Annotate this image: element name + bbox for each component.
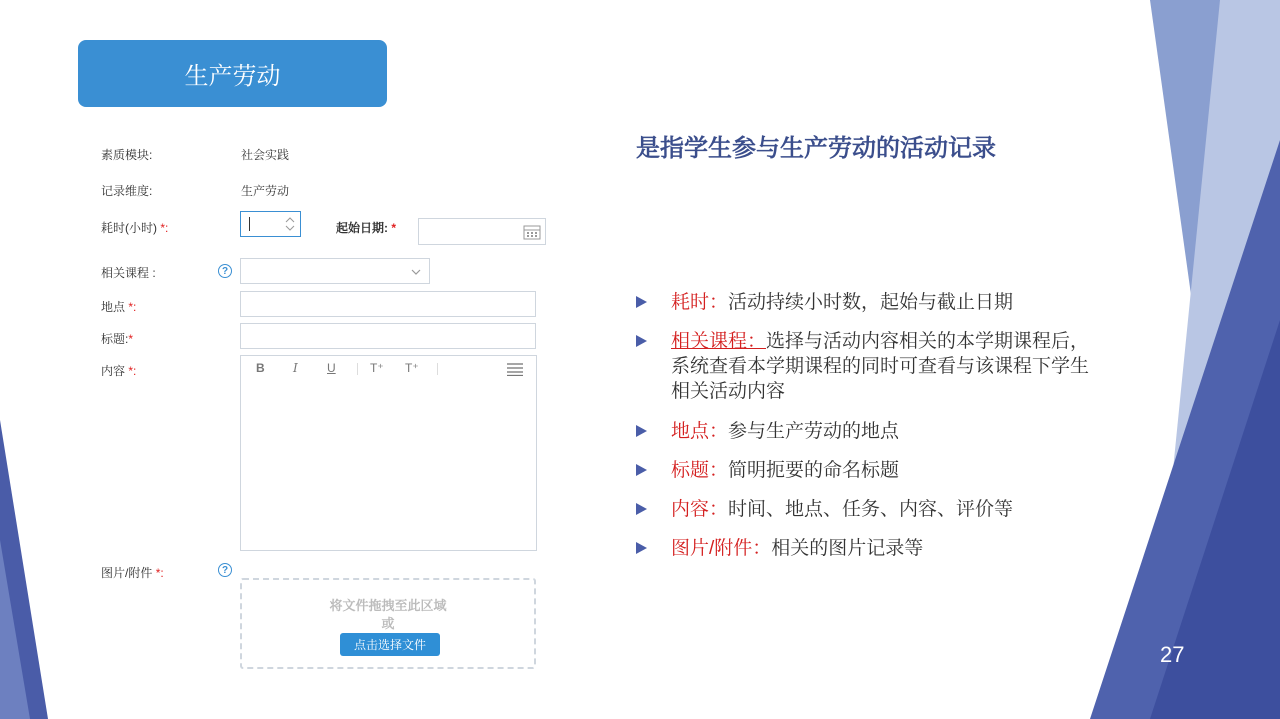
choose-file-button[interactable]: 点击选择文件 [340, 633, 440, 656]
bullet-item: 图片/附件：相关的图片记录等 [636, 536, 1106, 561]
bullet-item: 相关课程：选择与活动内容相关的本学期课程后，系统查看本学期课程的同时可查看与该课程下学生相关活动内容 [636, 329, 1106, 404]
title-label: 标题:* [101, 332, 134, 346]
subscript-button[interactable]: T⁺ [405, 361, 419, 375]
stepper-arrows-icon[interactable] [285, 215, 295, 233]
start-date-input[interactable] [418, 218, 546, 245]
location-label: 地点 *: [101, 300, 137, 314]
bullet-arrow-icon [636, 503, 647, 515]
start-date-label: 起始日期: * [336, 221, 397, 235]
panel-title: 生产劳动 [78, 40, 387, 107]
required-marker: * [391, 221, 397, 235]
bullet-arrow-icon [636, 542, 647, 554]
chevron-down-icon [411, 268, 421, 276]
module-value: 社会实践 [241, 148, 290, 162]
toolbar-divider [357, 363, 358, 375]
upload-hint: 将文件拖拽至此区域 [329, 598, 447, 613]
content-label: 内容 *: [101, 364, 137, 378]
bullet-item: 耗时：活动持续小时数，起始与截止日期 [636, 290, 1106, 315]
module-label: 素质模块: [101, 148, 153, 162]
bullet-item: 地点：参与生产劳动的地点 [636, 419, 1106, 444]
required-marker: * [128, 332, 134, 346]
bullet-arrow-icon [636, 425, 647, 437]
page-number: 27 [1160, 642, 1185, 667]
bullet-arrow-icon [636, 296, 647, 308]
title-input[interactable] [240, 323, 536, 349]
bullet-arrow-icon [636, 464, 647, 476]
italic-button[interactable]: I [293, 361, 298, 375]
bullet-arrow-icon [636, 335, 647, 347]
superscript-button[interactable]: T⁺ [370, 361, 384, 375]
text-cursor [249, 217, 250, 231]
required-marker: *: [128, 364, 137, 378]
calendar-icon[interactable] [523, 224, 541, 240]
hours-label: 耗时(小时) *: [101, 221, 169, 235]
help-icon[interactable]: ? [218, 563, 232, 577]
course-label: 相关课程 : [101, 266, 156, 280]
toolbar-divider [437, 363, 438, 375]
help-icon[interactable]: ? [218, 264, 232, 278]
hours-stepper[interactable] [240, 211, 301, 237]
bullet-item: 内容：时间、地点、任务、内容、评价等 [636, 497, 1106, 522]
required-marker: *: [160, 221, 169, 235]
bold-button[interactable]: B [256, 361, 265, 375]
location-input[interactable] [240, 291, 536, 317]
required-marker: *: [155, 566, 164, 580]
align-justify-icon[interactable] [507, 363, 523, 376]
upload-dropzone[interactable] [240, 578, 536, 669]
course-select[interactable] [240, 258, 430, 284]
upload-or: 或 [381, 616, 395, 631]
dimension-label: 记录维度: [101, 184, 153, 198]
required-marker: *: [128, 300, 137, 314]
attachment-label: 图片/附件 *: [101, 566, 164, 580]
editor-toolbar [241, 357, 536, 381]
dimension-value: 生产劳动 [241, 184, 290, 198]
description-heading: 是指学生参与生产劳动的活动记录 [636, 135, 996, 162]
bullet-item: 标题：简明扼要的命名标题 [636, 458, 1106, 483]
content-editor[interactable] [240, 355, 537, 551]
underline-button[interactable]: U [327, 361, 336, 375]
